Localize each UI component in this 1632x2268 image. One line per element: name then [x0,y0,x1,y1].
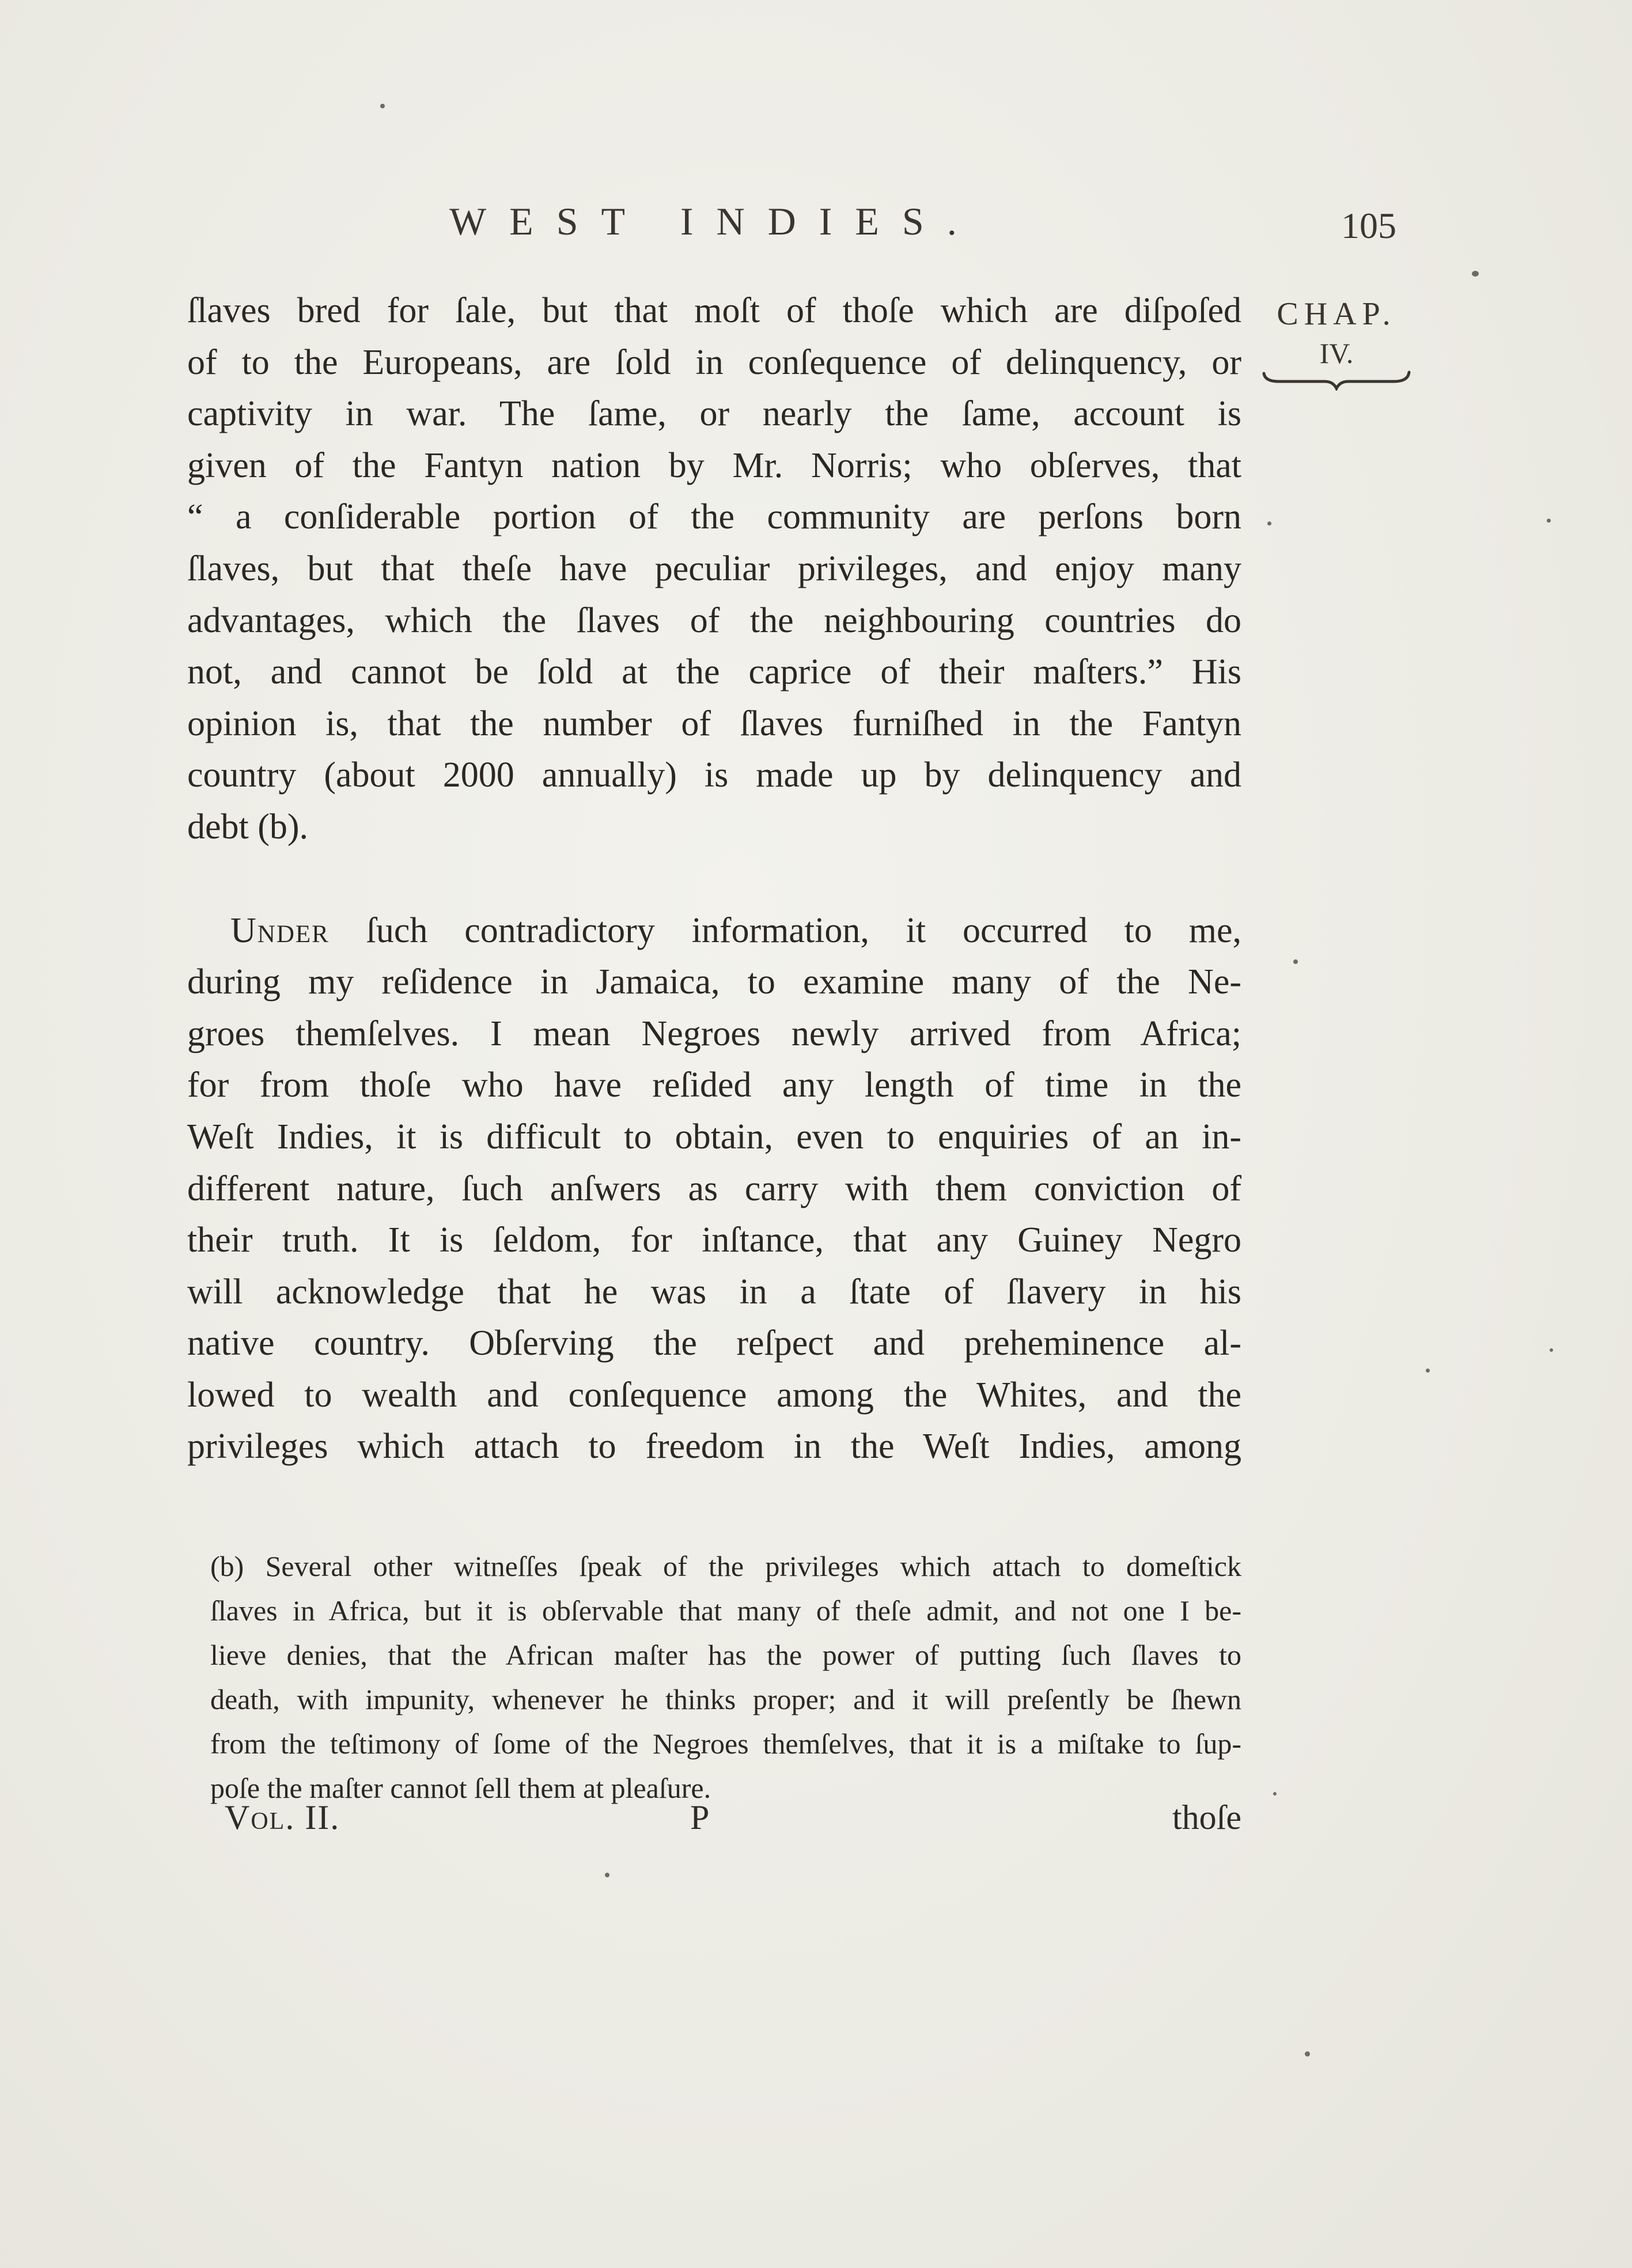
text-line: native country. Obſerving the reſpect and preheminence al- [187,1324,1241,1363]
footnote-line: from the teſtimony of ſome of the Negroes themſelves, that it is a miſtake to ſup- [210,1728,1241,1760]
paper-speck [1426,1369,1430,1373]
footnote-line: death, with impunity, whenever he thinks proper; and it will preſently be ſhewn [210,1683,1241,1715]
brace-ornament-icon [1262,370,1411,391]
paragraph-initial-word: Under [230,910,330,950]
paper-speck [1273,1792,1277,1795]
footnote-line: lieve denies, that the African maſter has the power of putting ſuch ſlaves to [210,1639,1241,1671]
text-line: not, and cannot be ſold at the caprice of their maſters.” His [187,652,1241,692]
paper-speck [1267,521,1271,526]
chapter-number: IV. [1319,337,1354,369]
text-line: country (about 2000 annually) is made up by delinquency and [187,755,1241,795]
paper-speck [1550,1348,1553,1352]
text-line: for from thoſe who have reſided any length of time in the [187,1065,1241,1105]
footnote-line: ſlaves in Africa, but it is obſervable that many of theſe admit, and not one I be- [210,1594,1241,1627]
first-line-text: ſuch contradictory information, it occurred to me, [329,910,1241,950]
text-line: debt (b). [187,807,309,846]
paper-speck [380,104,385,108]
paper-speck [1305,2051,1310,2057]
main-text [187,285,1241,1473]
chapter-margin-note [1239,294,1434,391]
text-line: during my reſidence in Jamaica, to examine many of the Ne- [187,962,1241,1002]
paper-speck [605,1873,609,1877]
paragraph-2 [187,905,1241,1473]
text-line: privileges which attach to freedom in the Weſt Indies, among [187,1427,1241,1466]
catchword: thoſe [1172,1798,1241,1836]
text-line: ſlaves bred for ſale, but that moſt of thoſe which are diſpoſed [187,291,1241,330]
text-line: given of the Fantyn nation by Mr. Norris; who obſerves, that [187,445,1241,485]
text-line: their truth. It is ſeldom, for inſtance, that any Guiney Negro [187,1220,1241,1260]
footnote-line: (b) Several other witneſſes ſpeak of the privileges which attach to domeſtick [210,1550,1241,1582]
text-line: ſlaves, but that theſe have peculiar privileges, and enjoy many [187,549,1241,588]
text-line: different nature, ſuch anſwers as carry with them conviction of [187,1169,1241,1208]
text-line: opinion is, that the number of ſlaves furniſhed in the Fantyn [187,704,1241,743]
text-line: of to the Europeans, are ſold in conſequence of delinquency, or [187,342,1241,382]
page-number: 105 [1341,205,1396,246]
paper-speck [1472,271,1479,277]
text-line: captivity in war. The ſame, or nearly the ſame, account is [187,394,1241,434]
text-line: advantages, which the ſlaves of the neighbouring countries do [187,600,1241,640]
paper-speck [1547,519,1551,523]
signature-mark: P [690,1798,710,1836]
text-line: lowed to wealth and conſequence among the Whites, and the [187,1375,1241,1415]
page-footer [225,1798,1241,1850]
text-line: groes themſelves. I mean Negroes newly arrived from Africa; [187,1014,1241,1053]
footnote [210,1544,1241,1810]
volume-label: Vol. II. [225,1798,340,1836]
text-line: Weſt Indies, it is difficult to obtain, even to enquiries of an in- [187,1117,1241,1156]
text-line [187,905,1241,957]
chapter-label: CHAP. [1277,296,1396,332]
text-line: “ a conſiderable portion of the community are perſons born [187,497,1241,537]
paragraph-1 [187,285,1241,853]
text-line: will acknowledge that he was in a ſtate of ſlavery in his [187,1272,1241,1311]
paper-speck [1293,959,1298,964]
running-title: WEST INDIES. [449,199,980,243]
footnote-line: poſe the maſter cannot ſell them at pleaſure. [210,1772,711,1804]
